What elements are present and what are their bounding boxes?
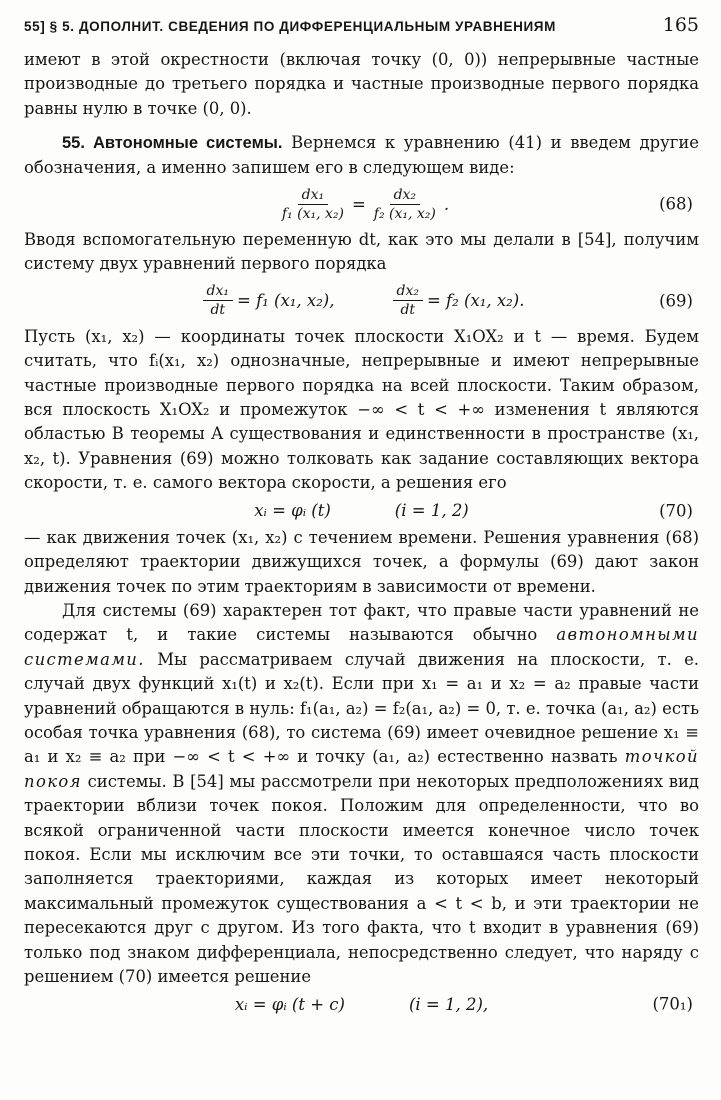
paragraph-coordinates: Пусть (x₁, x₂) — координаты точек плоскости X₁OX₂ и t — время. Будем считать, что fᵢ(x₁, x₂) однозначные, непрерывные и имеют непрерывные частные производные первого порядка на всей плоскости. Таким образом, вся плоскость X₁OX₂ и промежуток −∞ < t < +∞ изменения t являются областью B теоремы A существования и единственности в пространстве (x₁, x₂, t). Уравнения (69) можно толковать как задание составляющих вектора скорости, т. е. самого вектора скорости, а решения его (24, 326, 699, 493)
fraction-2 (393, 283, 423, 318)
section-ref: 55] § 5. (24, 19, 75, 34)
equation-number: (70) (659, 501, 693, 521)
equation-number: (68) (659, 194, 693, 214)
equation-tail: . (443, 194, 450, 214)
paragraph-auxiliary-variable: Вводя вспомогательную переменную dt, как это мы делали в [54], получим систему двух уравнений первого порядка (24, 230, 699, 274)
equation-number: (69) (659, 291, 693, 311)
running-title-text: ДОПОЛНИТ. СВЕДЕНИЯ ПО ДИФФЕРЕНЦИАЛЬНЫМ УРАВНЕНИЯМ (78, 19, 556, 34)
equation-rhs-2: = f₂ (x₁, x₂). (426, 291, 525, 311)
paragraph-continuation: имеют в этой окрестности (включая точку (0, 0)) непрерывные частные производные до третьего порядка и частные производные первого порядка равны нулю в точке (0, 0). (24, 50, 699, 118)
fraction-numerator: dx₁ (298, 187, 328, 205)
equals-sign: = (351, 194, 366, 214)
running-title (24, 19, 556, 34)
fraction-denominator: f₁ (x₁, x₂) (281, 205, 344, 222)
equation-69 (24, 277, 699, 325)
equation-condition: (i = 1, 2), (408, 994, 489, 1014)
section-title: 55. Автономные системы. (62, 134, 283, 153)
fraction-denominator: f₂ (x₁, x₂) (373, 205, 436, 222)
equation-number: (70₁) (652, 994, 693, 1014)
fraction-numerator: dx₂ (393, 283, 423, 301)
equation-70 (24, 496, 699, 526)
equation-70-1 (24, 989, 699, 1019)
equation-68 (24, 180, 699, 228)
fraction-denominator: dt (400, 302, 416, 319)
fraction-1 (278, 187, 348, 222)
fraction-1 (203, 283, 233, 318)
text-run: Для системы (69) характерен тот факт, что правые части уравнений не содержат t, и такие системы называются обычно (24, 600, 699, 645)
text-run: Мы рассматриваем случай движения на плоскости, т. е. случай двух функций x₁(t) и x₂(t). Если при x₁ = a₁ и x₂ = a₂ правые части уравнений обращаются в нуль: f₁(a₁, a₂) = f₂(a₁, a₂) = 0, т. е. точка (a₁, a₂) есть особая точка уравнения (68), то система (69) имеет очевидное решение x₁ ≡ a₁ и x₂ ≡ a₂ при −∞ < t < +∞ и точку (a₁, a₂) естественно назвать (24, 649, 699, 767)
running-header (24, 14, 699, 48)
equation-lhs: xᵢ = φᵢ (t + c) (234, 994, 345, 1014)
fraction-denominator: dt (210, 302, 226, 319)
fraction-numerator: dx₁ (203, 283, 233, 301)
equation-lhs: xᵢ = φᵢ (t) (254, 501, 331, 521)
term-rest-point: точкой покоя (24, 747, 700, 791)
equation-rhs-1: = f₁ (x₁, x₂), (237, 291, 335, 311)
page-number: 165 (662, 14, 699, 36)
paragraph-motion: — как движения точек (x₁, x₂) с течением времени. Решения уравнения (68) определяют траектории движущихся точек, а формулы (69) дают закон движения точек по этим траекториям в зависимости от времени. (24, 527, 699, 596)
fraction-numerator: dx₂ (390, 187, 420, 205)
term-autonomous-systems: автономными системами. (24, 625, 699, 669)
equation-condition: (i = 1, 2) (394, 501, 469, 521)
section-intro-text: Вернемся к уравнению (41) и введем другие обозначения, а именно запишем его в следующем виде: (24, 133, 699, 177)
text-run: системы. В [54] мы рассмотрели при некоторых предположениях вид траектории вблизи точек покоя. Положим для определенности, что во всякой ограниченной части плоскости имеется конечное число точек покоя. Если мы исключим все эти точки, то оставшаяся часть плоскости заполняется траекториями, каждая из которых имеет некоторый максимальный промежуток существования a < t < b, и эти траектории не пересекаются друг с другом. Из того факта, что t входит в уравнения (69) только под знаком дифференциала, непосредственно следует, что наряду с решением (70) имеется решение (24, 771, 699, 986)
paragraph-autonomous (24, 599, 699, 990)
section-paragraph (24, 131, 699, 180)
fraction-2 (370, 187, 440, 222)
